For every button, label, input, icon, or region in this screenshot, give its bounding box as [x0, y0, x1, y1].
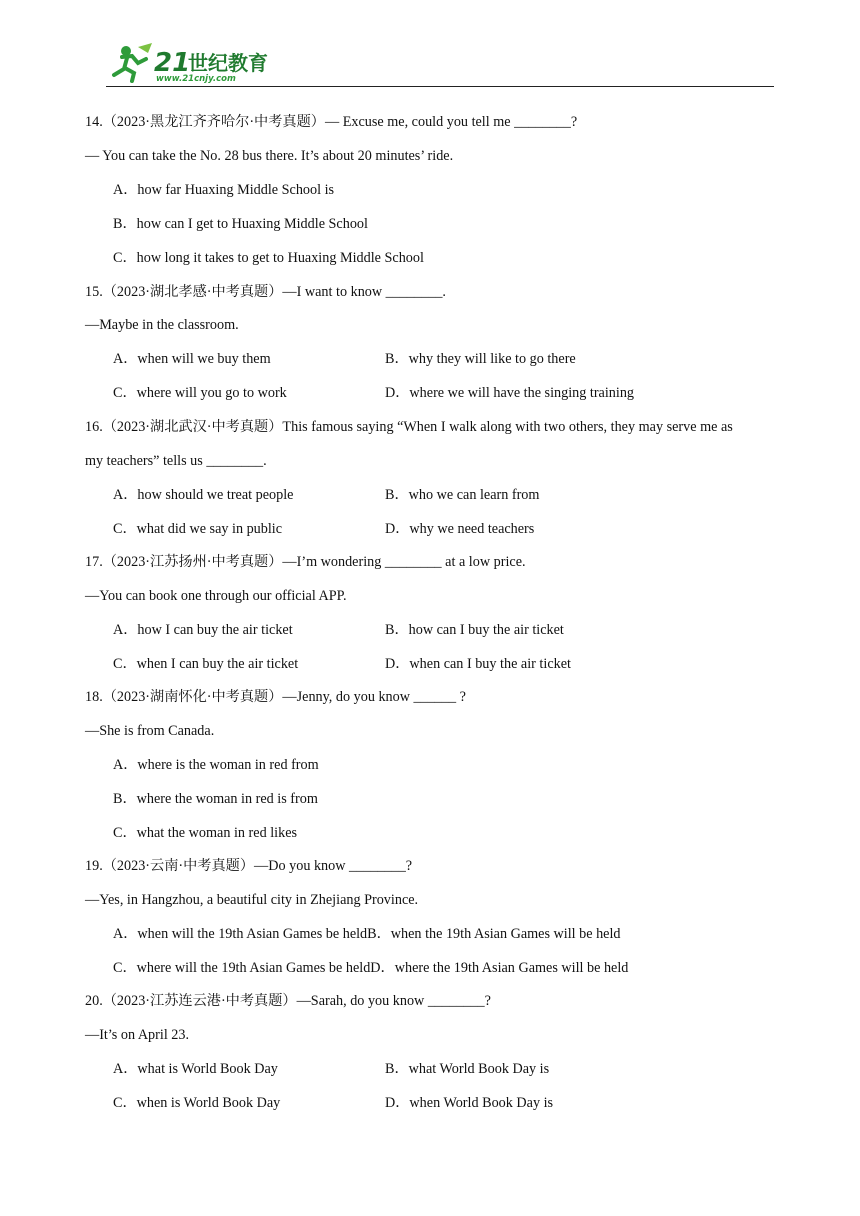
svg-text:21: 21	[154, 48, 191, 78]
question-17-stem: 17.（2023·江苏扬州·中考真题）—I’m wondering ________ at a low price.	[85, 554, 526, 570]
question-15-option-a: A．when will we buy them	[113, 351, 271, 367]
question-18-stem: 18.（2023·湖南怀化·中考真题）—Jenny, do you know ______ ?	[85, 689, 466, 705]
svg-text:世纪教育: 世纪教育	[188, 51, 268, 75]
question-20-stem: 20.（2023·江苏连云港·中考真题）—Sarah, do you know ________?	[85, 993, 491, 1009]
question-16-option-b: B．who we can learn from	[385, 487, 540, 503]
question-14-option-a: A．how far Huaxing Middle School is	[113, 182, 335, 198]
question-16-option-c: C．what did we say in public	[113, 521, 283, 537]
question-20-option-d: D．when World Book Day is	[385, 1095, 554, 1111]
question-19-options-row-2: C．where will the 19th Asian Games be heldD．where the 19th Asian Games will be held	[113, 960, 629, 976]
question-20-reply: —It’s on April 23.	[85, 1027, 190, 1043]
question-15-option-d: D．where we will have the singing training	[385, 385, 635, 401]
question-16-option-d: D．why we need teachers	[385, 521, 535, 537]
question-15-stem: 15.（2023·湖北孝感·中考真题）—I want to know ________.	[85, 284, 446, 300]
question-17-option-d: D．when can I buy the air ticket	[385, 656, 571, 672]
question-20-option-b: B．what World Book Day is	[385, 1061, 550, 1077]
question-14-option-b: B．how can I get to Huaxing Middle School	[113, 216, 368, 232]
question-16-stem-cont: my teachers” tells us ________.	[85, 453, 267, 469]
question-18-option-a: A．where is the woman in red from	[113, 757, 319, 773]
question-14-stem: 14.（2023·黑龙江齐齐哈尔·中考真题）— Excuse me, could you tell me ________?	[85, 114, 578, 130]
question-15-option-c: C．where will you go to work	[113, 385, 287, 401]
question-14-reply: — You can take the No. 28 bus there. It’s about 20 minutes’ ride.	[85, 148, 454, 164]
question-16-stem: 16.（2023·湖北武汉·中考真题）This famous saying “When I walk along with two others, they may serve me as	[85, 419, 733, 435]
svg-text:www.21cnjy.com: www.21cnjy.com	[156, 74, 236, 83]
question-20-option-a: A．what is World Book Day	[113, 1061, 278, 1077]
question-17-option-a: A．how I can buy the air ticket	[113, 622, 293, 638]
question-19-stem: 19.（2023·云南·中考真题）—Do you know ________?	[85, 858, 413, 874]
question-20-option-c: C．when is World Book Day	[113, 1095, 281, 1111]
question-17-option-b: B．how can I buy the air ticket	[385, 622, 564, 638]
question-14-option-c: C．how long it takes to get to Huaxing Middle School	[113, 250, 424, 266]
question-19-options-row-1: A．when will the 19th Asian Games be heldB．when the 19th Asian Games will be held	[113, 926, 621, 942]
question-18-option-b: B．where the woman in red is from	[113, 791, 318, 807]
question-16-option-a: A．how should we treat people	[113, 487, 294, 503]
question-15-reply: —Maybe in the classroom.	[85, 317, 239, 333]
site-logo	[108, 41, 278, 83]
question-19-reply: —Yes, in Hangzhou, a beautiful city in Zhejiang Province.	[85, 892, 419, 908]
question-17-option-c: C．when I can buy the air ticket	[113, 656, 299, 672]
question-18-reply: —She is from Canada.	[85, 723, 215, 739]
question-17-reply: —You can book one through our official APP.	[85, 588, 347, 604]
question-18-option-c: C．what the woman in red likes	[113, 825, 298, 841]
page-header	[106, 40, 774, 87]
question-15-option-b: B．why they will like to go there	[385, 351, 576, 367]
